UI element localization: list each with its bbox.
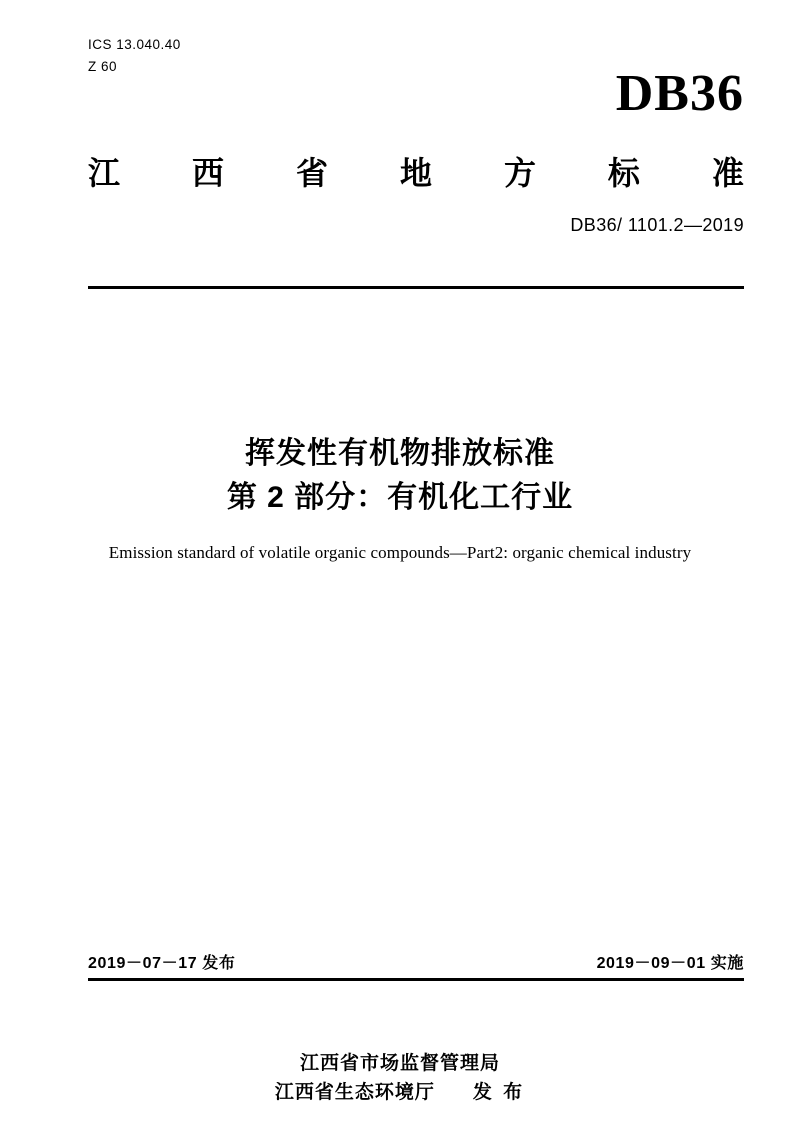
main-title-block [0,432,800,563]
ics-classification-block [88,34,181,79]
title-cn-line2: 第 2 部分：有机化工行业 [226,480,574,514]
ics-code: ICS 13.040.40 [88,37,181,52]
footer-divider [88,978,744,981]
header-divider [88,286,744,289]
standard-type-char-1: 江 [88,155,121,191]
standard-type-char-6: 标 [607,155,640,191]
issuer-line1: 江西省市场监督管理局 [299,1053,500,1074]
issue-date: 2019－07－17 发布 [88,955,236,972]
standard-type-char-2: 西 [191,155,224,191]
title-cn-line1: 挥发性有机物排放标准 [245,437,555,470]
standard-type-char-4: 地 [399,155,432,191]
db36-logo: DB36 [615,65,744,122]
standard-type-char-7: 准 [711,155,744,191]
standard-type-char-3: 省 [295,155,328,191]
standard-number: DB36/ 1101.2—2019 [570,215,744,235]
classification-code: Z 60 [88,59,118,75]
issuer-block [0,1050,800,1107]
standard-type-char-5: 方 [503,155,536,191]
issuer-line2: 江西省生态环境厅 [274,1081,435,1103]
standard-type-title [88,148,744,194]
effective-date: 2019－09－01 实施 [596,955,744,972]
title-en: Emission standard of volatile organic compounds—Part2: organic chemical industry [108,543,692,562]
date-row [88,950,744,973]
publish-label: 发 布 [472,1081,526,1103]
